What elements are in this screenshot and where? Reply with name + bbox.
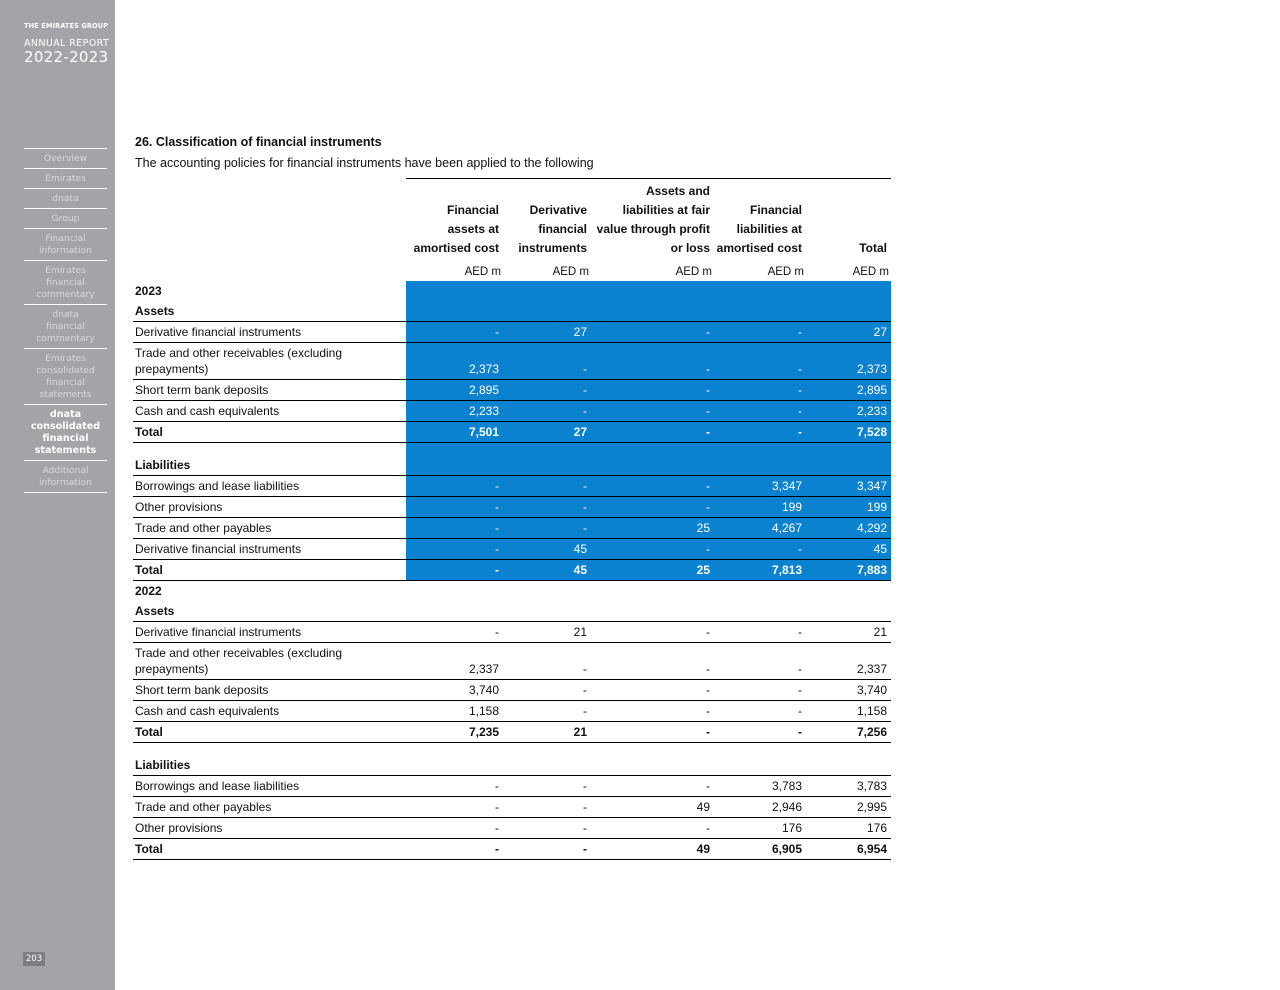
table-row xyxy=(133,797,891,818)
cell-value: - xyxy=(503,476,591,497)
column-header: Financial assets at amortised cost xyxy=(406,179,503,262)
empty-cell xyxy=(406,281,503,301)
cell-value: - xyxy=(714,422,806,443)
cell-value: 7,883 xyxy=(806,560,891,581)
brand-report-label: ANNUAL REPORT xyxy=(24,38,110,49)
cell-value: 3,347 xyxy=(714,476,806,497)
cell-value: 2,337 xyxy=(806,643,891,680)
row-label: 2022 xyxy=(135,584,162,598)
table-row xyxy=(133,680,891,701)
column-header: Total xyxy=(806,179,891,262)
cell-value: - xyxy=(406,818,503,839)
row-label: Other provisions xyxy=(133,497,406,518)
total-row xyxy=(133,722,891,743)
cell-value: 7,501 xyxy=(406,422,503,443)
empty-cell xyxy=(714,581,806,602)
cell-value: 21 xyxy=(806,622,891,643)
empty-cell xyxy=(714,443,806,476)
cell-value: 6,954 xyxy=(806,839,891,860)
cell-value: - xyxy=(503,401,591,422)
nav-item[interactable]: dnata consolidated financial statements xyxy=(24,404,107,460)
cell-value: - xyxy=(406,539,503,560)
intro-text: The accounting policies for financial instruments have been applied to the following xyxy=(135,156,594,170)
unit-label: AED m xyxy=(767,266,804,278)
cell-value: - xyxy=(591,322,714,343)
row-label-header xyxy=(133,179,406,262)
nav-item[interactable]: Group xyxy=(24,208,107,228)
unit-label: AED m xyxy=(552,266,589,278)
total-row xyxy=(133,422,891,443)
column-header: Assets and liabilities at fair value through profit or loss xyxy=(591,179,714,262)
cell-value: 1,158 xyxy=(406,701,503,722)
cell-value: - xyxy=(503,643,591,680)
cell-value: - xyxy=(503,343,591,380)
empty-cell xyxy=(503,581,591,602)
cell-value: 7,256 xyxy=(806,722,891,743)
empty-cell xyxy=(806,443,891,476)
cell-value: - xyxy=(714,680,806,701)
row-label: Cash and cash equivalents xyxy=(133,701,406,722)
row-label: Total xyxy=(133,422,406,443)
cell-value: - xyxy=(591,818,714,839)
row-label: 2023 xyxy=(135,284,162,298)
empty-cell xyxy=(503,743,591,776)
row-label: Assets xyxy=(133,601,406,622)
cell-value: 27 xyxy=(806,322,891,343)
cell-value: - xyxy=(406,797,503,818)
cell-value: 176 xyxy=(806,818,891,839)
cell-value: 2,337 xyxy=(406,643,503,680)
row-label: Trade and other receivables (excluding prepayments) xyxy=(133,343,406,380)
row-label: Total xyxy=(133,839,406,860)
empty-cell xyxy=(406,581,503,602)
cell-value: 7,528 xyxy=(806,422,891,443)
empty-cell xyxy=(806,743,891,776)
empty-cell xyxy=(406,301,503,322)
brand-logo xyxy=(24,22,110,65)
cell-value: 2,373 xyxy=(406,343,503,380)
row-label: Short term bank deposits xyxy=(133,380,406,401)
section-navigation xyxy=(24,148,107,493)
cell-value: 3,740 xyxy=(806,680,891,701)
cell-value: - xyxy=(406,776,503,797)
cell-value: - xyxy=(591,380,714,401)
empty-cell xyxy=(406,601,503,622)
cell-value: - xyxy=(591,497,714,518)
cell-value: 176 xyxy=(714,818,806,839)
empty-cell xyxy=(714,743,806,776)
unit-label: AED m xyxy=(852,266,889,278)
row-label: Total xyxy=(133,560,406,581)
cell-value: - xyxy=(406,476,503,497)
section-title: 26. Classification of financial instruments xyxy=(135,135,382,149)
table-row xyxy=(133,776,891,797)
cell-value: 21 xyxy=(503,722,591,743)
cell-value: - xyxy=(591,701,714,722)
cell-value: - xyxy=(503,680,591,701)
table-body xyxy=(133,281,891,860)
row-label: Trade and other receivables (excluding prepayments) xyxy=(133,643,406,680)
table-row xyxy=(133,343,891,380)
cell-value: 2,995 xyxy=(806,797,891,818)
row-label: Trade and other payables xyxy=(133,518,406,539)
empty-cell xyxy=(806,281,891,301)
empty-cell xyxy=(503,281,591,301)
empty-cell xyxy=(591,601,714,622)
table-row xyxy=(133,539,891,560)
cell-value: 3,740 xyxy=(406,680,503,701)
cell-value: 199 xyxy=(714,497,806,518)
cell-value: - xyxy=(503,797,591,818)
table-row xyxy=(133,643,891,680)
cell-value: - xyxy=(714,401,806,422)
row-label: Derivative financial instruments xyxy=(133,322,406,343)
cell-value: 4,292 xyxy=(806,518,891,539)
unit-label: AED m xyxy=(675,266,712,278)
cell-value: 2,895 xyxy=(406,380,503,401)
cell-value: - xyxy=(503,701,591,722)
cell-value: - xyxy=(591,622,714,643)
empty-cell xyxy=(806,301,891,322)
nav-item[interactable]: Overview xyxy=(24,148,107,168)
cell-value: - xyxy=(503,380,591,401)
empty-cell xyxy=(503,601,591,622)
table-row xyxy=(133,322,891,343)
cell-value: - xyxy=(503,518,591,539)
row-label: Borrowings and lease liabilities xyxy=(133,476,406,497)
table-row xyxy=(133,497,891,518)
empty-cell xyxy=(714,301,806,322)
cell-value: - xyxy=(406,560,503,581)
empty-cell xyxy=(806,581,891,602)
cell-value: - xyxy=(591,476,714,497)
empty-cell xyxy=(591,301,714,322)
row-label: Total xyxy=(133,722,406,743)
row-label: Derivative financial instruments xyxy=(133,539,406,560)
cell-value: 6,905 xyxy=(714,839,806,860)
cell-value: - xyxy=(714,643,806,680)
row-label: Assets xyxy=(133,301,406,322)
cell-value: 7,813 xyxy=(714,560,806,581)
column-header: Derivative financial instruments xyxy=(503,179,591,262)
nav-item[interactable]: Additional information xyxy=(24,460,107,492)
column-header: Financial liabilities at amortised cost xyxy=(714,179,806,262)
table-row xyxy=(133,701,891,722)
unit-row xyxy=(133,261,891,281)
cell-value: 3,783 xyxy=(806,776,891,797)
total-row xyxy=(133,839,891,860)
cell-value: 199 xyxy=(806,497,891,518)
cell-value: 2,233 xyxy=(806,401,891,422)
cell-value: 7,235 xyxy=(406,722,503,743)
row-label: Other provisions xyxy=(133,818,406,839)
row-label: Liabilities xyxy=(133,743,406,776)
cell-value: 27 xyxy=(503,422,591,443)
cell-value: - xyxy=(591,680,714,701)
cell-value: - xyxy=(406,622,503,643)
table-row xyxy=(133,476,891,497)
empty-cell xyxy=(591,443,714,476)
nav-item[interactable]: Emirates financial commentary xyxy=(24,260,107,304)
cell-value: 25 xyxy=(591,518,714,539)
cell-value: - xyxy=(591,722,714,743)
cell-value: - xyxy=(503,497,591,518)
cell-value: 2,946 xyxy=(714,797,806,818)
cell-value: - xyxy=(714,722,806,743)
cell-value: 1,158 xyxy=(806,701,891,722)
row-label: Derivative financial instruments xyxy=(133,622,406,643)
cell-value: 3,347 xyxy=(806,476,891,497)
cell-value: 27 xyxy=(503,322,591,343)
empty-cell xyxy=(503,301,591,322)
table-row xyxy=(133,518,891,539)
cell-value: - xyxy=(406,839,503,860)
cell-value: - xyxy=(591,422,714,443)
cell-value: - xyxy=(714,322,806,343)
cell-value: 2,895 xyxy=(806,380,891,401)
total-row xyxy=(133,560,891,581)
cell-value: - xyxy=(406,497,503,518)
row-label: Liabilities xyxy=(133,443,406,476)
cell-value: - xyxy=(714,539,806,560)
section-heading-row xyxy=(133,443,891,476)
cell-value: 2,373 xyxy=(806,343,891,380)
section-heading-row xyxy=(133,281,891,301)
cell-value: - xyxy=(406,322,503,343)
empty-cell xyxy=(406,443,503,476)
empty-cell xyxy=(806,601,891,622)
cell-value: - xyxy=(714,622,806,643)
financial-instruments-table xyxy=(133,178,891,860)
empty-cell xyxy=(714,281,806,301)
empty-cell xyxy=(591,581,714,602)
cell-value: - xyxy=(503,818,591,839)
table-row xyxy=(133,622,891,643)
empty-cell xyxy=(714,601,806,622)
cell-value: - xyxy=(406,518,503,539)
cell-value: 2,233 xyxy=(406,401,503,422)
cell-value: 4,267 xyxy=(714,518,806,539)
cell-value: - xyxy=(591,643,714,680)
cell-value: 21 xyxy=(503,622,591,643)
cell-value: 49 xyxy=(591,839,714,860)
nav-item[interactable]: Emirates consolidated financial statements xyxy=(24,348,107,404)
empty-cell xyxy=(503,443,591,476)
nav-item[interactable]: Emirates xyxy=(24,168,107,188)
cell-value: - xyxy=(714,343,806,380)
brand-report-year: 2022-2023 xyxy=(24,48,109,66)
empty-cell xyxy=(591,743,714,776)
cell-value: 45 xyxy=(806,539,891,560)
nav-item[interactable]: dnata xyxy=(24,188,107,208)
cell-value: - xyxy=(714,380,806,401)
cell-value: - xyxy=(591,401,714,422)
cell-value: - xyxy=(591,776,714,797)
financial-instruments-table-container xyxy=(133,178,891,860)
nav-item[interactable]: Financial information xyxy=(24,228,107,260)
cell-value: 3,783 xyxy=(714,776,806,797)
cell-value: 25 xyxy=(591,560,714,581)
row-label: Borrowings and lease liabilities xyxy=(133,776,406,797)
section-heading-row xyxy=(133,601,891,622)
column-header-row xyxy=(133,179,891,262)
row-label: Cash and cash equivalents xyxy=(133,401,406,422)
table-row xyxy=(133,818,891,839)
unit-label-spacer xyxy=(133,261,406,281)
page-number: 203 xyxy=(23,952,45,966)
cell-value: - xyxy=(714,701,806,722)
empty-cell xyxy=(406,743,503,776)
sidebar xyxy=(0,0,115,990)
nav-divider xyxy=(24,492,107,493)
cell-value: 45 xyxy=(503,560,591,581)
empty-cell xyxy=(591,281,714,301)
cell-value: - xyxy=(591,343,714,380)
cell-value: 45 xyxy=(503,539,591,560)
table-row xyxy=(133,380,891,401)
cell-value: - xyxy=(591,539,714,560)
row-label: Short term bank deposits xyxy=(133,680,406,701)
section-heading-row xyxy=(133,301,891,322)
row-label: Trade and other payables xyxy=(133,797,406,818)
table-row xyxy=(133,401,891,422)
cell-value: - xyxy=(503,839,591,860)
nav-item[interactable]: dnata financial commentary xyxy=(24,304,107,348)
brand-group-name: THE EMIRATES GROUP xyxy=(24,22,109,30)
cell-value: 49 xyxy=(591,797,714,818)
cell-value: - xyxy=(503,776,591,797)
section-heading-row xyxy=(133,743,891,776)
section-heading-row xyxy=(133,581,891,602)
unit-label: AED m xyxy=(464,266,501,278)
